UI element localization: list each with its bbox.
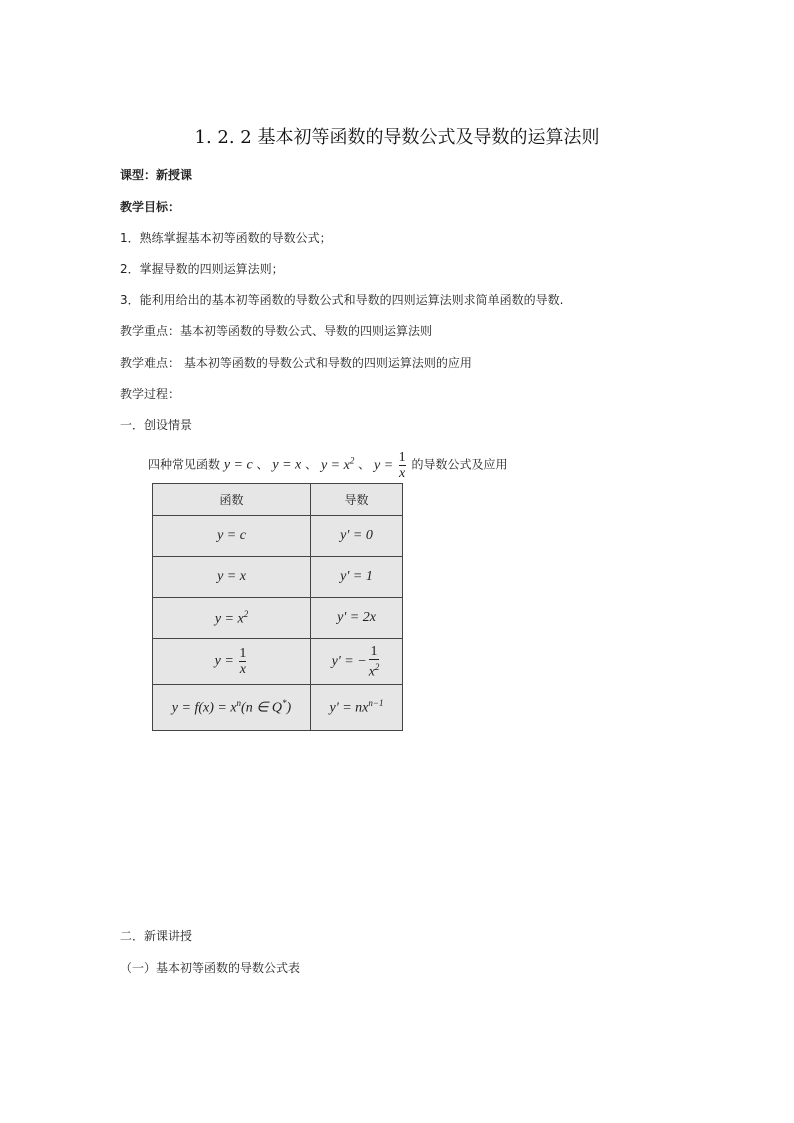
function-cell: y = x bbox=[153, 557, 311, 598]
derivative-cell: y' = − $\frac{1}{x^2}$ bbox=[311, 639, 403, 685]
page-title: 1. 2. 2 基本初等函数的导数公式及导数的运算法则 bbox=[194, 127, 600, 148]
section2-heading: 二．新课讲授 bbox=[120, 929, 193, 943]
function-cell: y = c bbox=[153, 516, 311, 557]
course-type: 课型：新授课 bbox=[120, 168, 193, 182]
objective-item: 3．能利用给出的基本初等函数的导数公式和导数的四则运算法则求简单函数的导数. bbox=[120, 293, 564, 307]
derivative-cell: y' = 2x bbox=[311, 598, 403, 639]
table-row bbox=[153, 557, 403, 598]
objective-item: 2．掌握导数的四则运算法则； bbox=[120, 262, 284, 276]
table-row bbox=[153, 685, 403, 731]
table-row bbox=[153, 598, 403, 639]
table-row bbox=[153, 639, 403, 685]
table-row bbox=[153, 516, 403, 557]
subsection1-heading: （一）基本初等函数的导数公式表 bbox=[120, 961, 301, 975]
key-points: 教学重点：基本初等函数的导数公式、导数的四则运算法则 bbox=[120, 324, 433, 338]
function-cell: y = $\frac{1}{x}$ bbox=[153, 639, 311, 685]
table-header-row bbox=[153, 484, 403, 516]
intro-separator: 、 bbox=[305, 457, 318, 472]
intro-separator: 、 bbox=[256, 457, 269, 472]
derivative-table bbox=[152, 483, 403, 731]
objectives-heading: 教学目标： bbox=[120, 200, 181, 214]
intro-function-1: y = c bbox=[223, 457, 253, 473]
function-cell: $y = x^2$ bbox=[153, 598, 311, 639]
intro-separator: 、 bbox=[358, 457, 371, 472]
difficulties: 教学难点： 基本初等函数的导数公式和导数的四则运算法则的应用 bbox=[120, 356, 472, 370]
column-header-function: 函数 bbox=[153, 484, 311, 516]
function-cell: $y = f(x) = x^n(n$ ∈ Q*) bbox=[153, 685, 311, 731]
intro-function-4: y = $\frac{1}{x}$ bbox=[373, 449, 406, 481]
intro-function-3: $y = x^2$ bbox=[320, 455, 355, 473]
intro-sentence bbox=[148, 442, 508, 484]
section1-heading: 一．创设情景 bbox=[120, 418, 193, 432]
objective-item: 1．熟练掌握基本初等函数的导数公式； bbox=[120, 231, 332, 245]
column-header-derivative: 导数 bbox=[311, 484, 403, 516]
derivative-cell: y' = 1 bbox=[311, 557, 403, 598]
process-heading: 教学过程： bbox=[120, 387, 181, 401]
derivative-cell: $y' = nx^{n-1}$ bbox=[311, 685, 403, 731]
derivative-cell: y' = 0 bbox=[311, 516, 403, 557]
intro-function-2: y = x bbox=[272, 457, 302, 473]
intro-suffix: 的导数公式及应用 bbox=[411, 457, 508, 472]
intro-prefix: 四种常见函数 bbox=[148, 457, 221, 472]
